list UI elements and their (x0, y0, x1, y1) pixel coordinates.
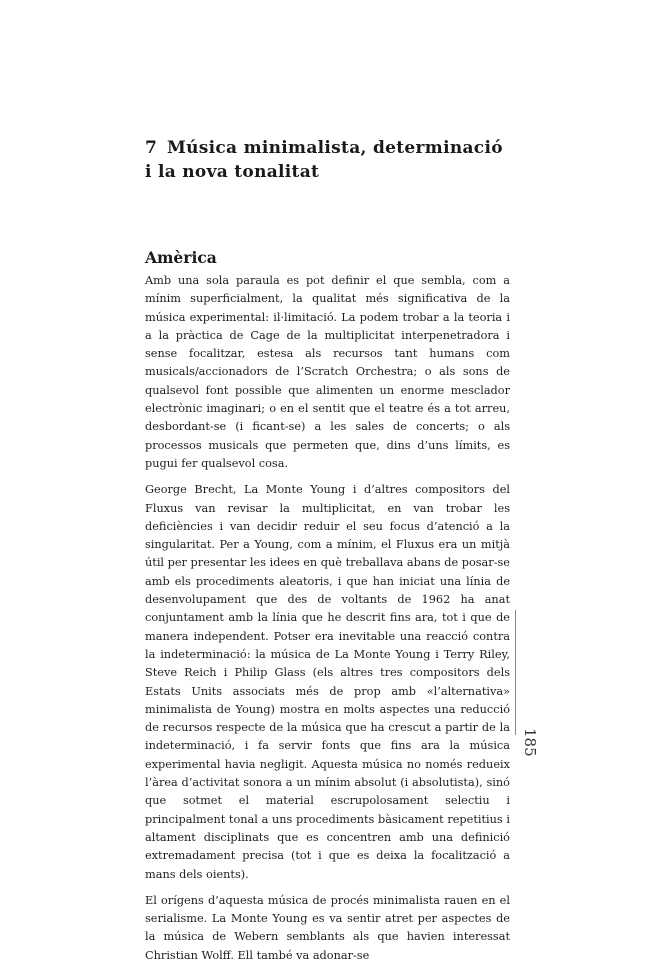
section-heading: Amèrica (145, 248, 217, 267)
page-number (507, 728, 539, 757)
body-text (145, 272, 510, 973)
chapter-number: 7 (145, 138, 158, 158)
page-number-text: 185 (521, 728, 539, 757)
chapter-title (145, 136, 515, 184)
paragraph: George Brecht, La Monte Young i d’altres compositors del Fluxus van revisar la multiplicitat, en van trobar les deficiències i van decidir reduir el seu focus d’atenció a la singularitat. Per a Young, com a mínim, el Fluxus era un mitjà útil per presentar les idees en què treballava abans de posar-se amb els procediments aleatoris, i que han iniciat una línia de desenvolupament que des de voltants de 1962 ha anat conjuntament amb la línia que he descrit fins ara, tot i que de manera independent. Potser era inevitable una reacció contra la indeterminació: la música de La Monte Young i Terry Riley, Steve Reich i Philip Glass (els altres tres compositors dels Estats Units associats més de prop amb «l’alternativa» minimalista de Young) mostra en molts aspectes una reducció de recursos respecte de la música que ha crescut a partir de la indeterminació, i fa servir fonts que fins ara la música experimental havia negligit. Aquesta música no només redueix l’àrea d’activitat sonora a un mínim absolut (i absolutista), sinó que sotmet el material escrupolosament selectiu i principalment tonal a uns procediments bàsicament repetitius i altament disciplinats que es concentren amb una definició extremadament precisa (tot i que es deixa la focalització a mans dels oients). (145, 483, 510, 881)
paragraph: Amb una sola paraula es pot definir el que sembla, com a mínim superficialment, la qualitat més significativa de la música experimental: il·limitació. La podem trobar a la teoria i a la pràctica de Cage de la multiplicitat interpenetradora i sense focalitzar, estesa als recursos tant humans com musicals/accionadors de l’Scratch Orchestra; o als sons de qualsevol font possible que alimenten un enorme mesclador electrònic imaginari; o en el sentit que el teatre és a tot arreu, desbordant-se (i ficant-se) a les sales de concerts; o als processos musicals que permeten que, dins d’uns límits, es pugui fer qualsevol cosa. (145, 274, 510, 470)
margin-rule (515, 610, 516, 735)
chapter-title-text: Música minimalista, determinació i la nova tonalitat (145, 138, 503, 182)
paragraph: El orígens d’aquesta música de procés minimalista rauen en el serialisme. La Monte Young es va sentir atret per aspectes de la música de Webern semblants als que havien interessat Christian Wolff. Ell també va adonar-se (145, 893, 510, 962)
